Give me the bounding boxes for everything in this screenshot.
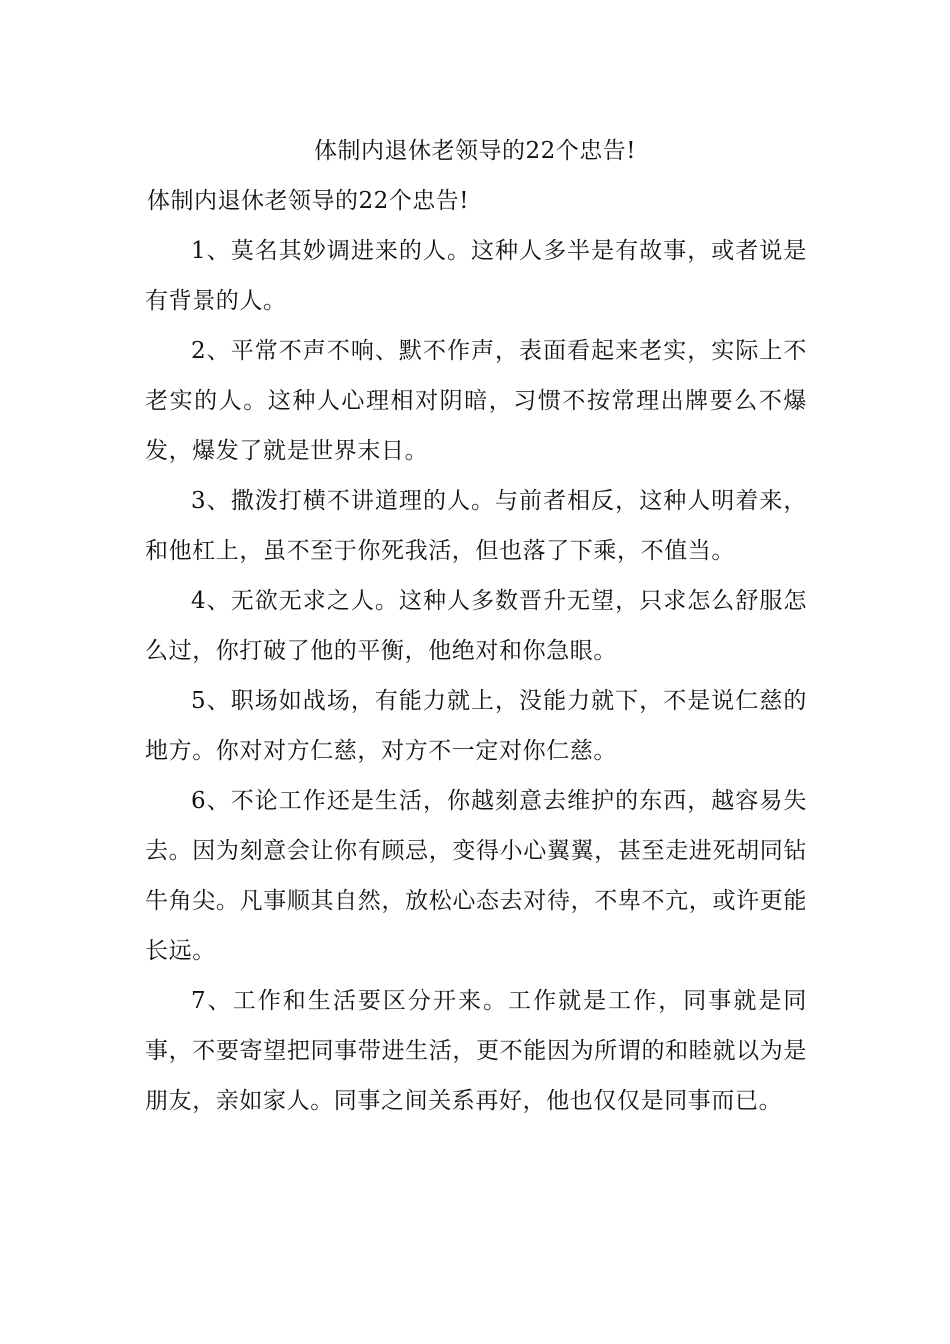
paragraph-5: 5、职场如战场，有能力就上，没能力就下，不是说仁慈的地方。你对对方仁慈，对方不一定对你仁慈。	[145, 688, 807, 764]
paragraph-3: 3、撒泼打横不讲道理的人。与前者相反，这种人明着来，和他杠上，虽不至于你死我活，但也落了下乘，不值当。	[145, 488, 807, 564]
paragraph-4: 4、无欲无求之人。这种人多数晋升无望，只求怎么舒服怎么过，你打破了他的平衡，他绝对和你急眼。	[145, 588, 807, 664]
paragraph-2: 2、平常不声不响、默不作声，表面看起来老实，实际上不老实的人。这种人心理相对阴暗，习惯不按常理出牌要么不爆发，爆发了就是世界末日。	[145, 338, 807, 464]
document-subtitle: 体制内退休老领导的22个忠告!	[147, 188, 470, 214]
paragraph-1: 1、莫名其妙调进来的人。这种人多半是有故事，或者说是有背景的人。	[145, 238, 807, 314]
paragraph-7: 7、工作和生活要区分开来。工作就是工作，同事就是同事，不要寄望把同事带进生活，更不能因为所谓的和睦就以为是朋友，亲如家人。同事之间关系再好，他也仅仅是同事而已。	[145, 988, 807, 1114]
document-body	[145, 226, 807, 1126]
document-title: 体制内退休老领导的22个忠告!	[313, 138, 636, 164]
paragraph-6: 6、不论工作还是生活，你越刻意去维护的东西，越容易失去。因为刻意会让你有顾忌，变得小心翼翼，甚至走进死胡同钻牛角尖。凡事顺其自然，放松心态去对待，不卑不亢，或许更能长远。	[145, 788, 807, 964]
